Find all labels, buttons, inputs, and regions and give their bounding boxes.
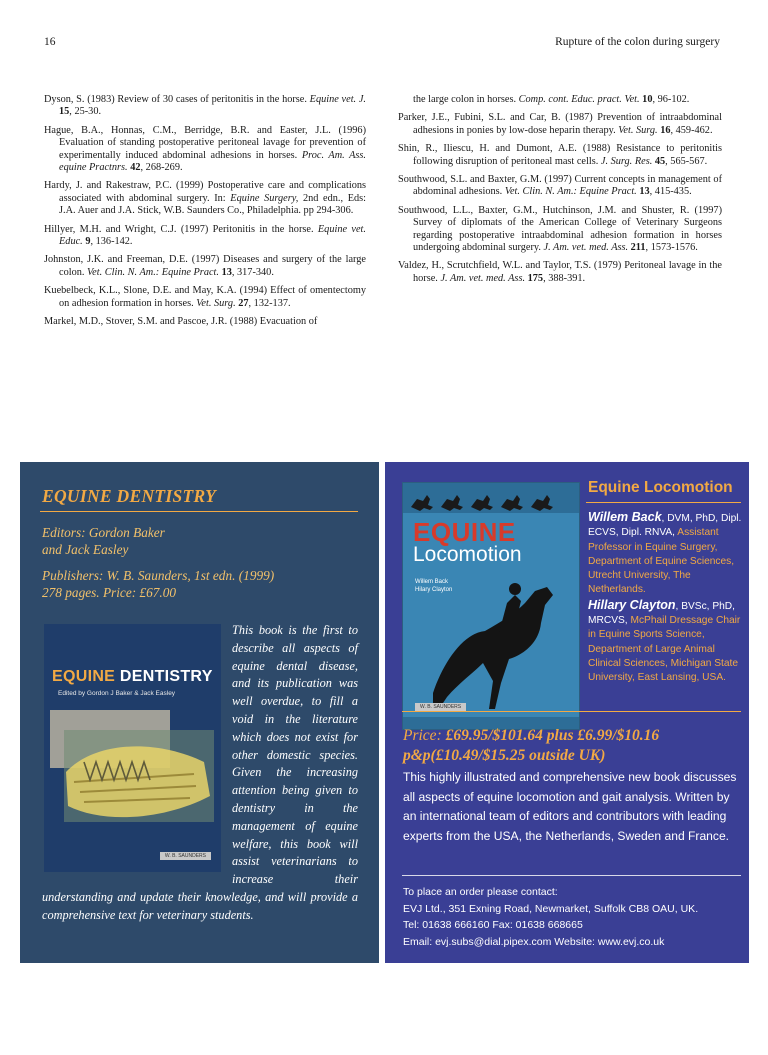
cover-editors: Edited by Gordon J Baker & Jack Easley bbox=[58, 690, 176, 697]
advert-title: EQUINE DENTISTRY bbox=[42, 486, 217, 506]
order-rule bbox=[402, 875, 741, 876]
references-right-column bbox=[398, 94, 722, 291]
order-phone: Tel: 01638 666160 Fax: 01638 668665 bbox=[403, 919, 583, 931]
reference-item: Kuebelbeck, K.L., Slone, D.E. and May, K.A. (1994) Effect of omentectomy on adhesion formation in horses. Vet. Surg. 27, 132-137. bbox=[44, 285, 366, 309]
order-email-website: Email: evj.subs@dial.pipex.com Website: www.evj.co.uk bbox=[403, 935, 665, 948]
cover-publisher: W. B. SAUNDERS bbox=[415, 703, 466, 711]
advert-blurb bbox=[42, 622, 358, 925]
reference-item: Markel, M.D., Stover, S.M. and Pascoe, J.R. (1988) Evacuation of bbox=[44, 316, 318, 328]
references-left-column bbox=[44, 94, 366, 335]
author-bios: Willem Back, DVM, PhD, Dipl. ECVS, Dipl. RNVA, Assistant Professor in Equine Surgery, Department of Equine Sciences, Utrecht University, The Netherlands. Hillary Clayton, BVSc, PhD, MRCVS, McPhail Dressage Chair in Equine Sports Science, Department of Large Animal Clinical Sciences, Michigan State University, East Lansing, USA. bbox=[588, 510, 742, 684]
cover-title: EQUINE DENTISTRY bbox=[52, 668, 213, 685]
running-head: Rupture of the colon during surgery bbox=[555, 36, 720, 48]
editors-line: Editors: Gordon Baker bbox=[42, 525, 165, 540]
book-description: This highly illustrated and comprehensive new book discusses all aspects of equine locomotion and gait analysis. Written by an international team of editors and contributors with leading experts from the USA, the Netherlands, Sweden and France. bbox=[403, 770, 737, 843]
advert-publishers bbox=[42, 568, 372, 601]
reference-item: Shin, R., Iliescu, H. and Dumont, A.E. (1988) Resistance to peritonitis following disruption of peritoneal mast cells. J. Surg. Res. 45, 565-567. bbox=[398, 143, 722, 167]
cover-publisher: W. B. SAUNDERS bbox=[160, 852, 211, 860]
cover-title-equine: EQUINE bbox=[413, 517, 516, 547]
order-address: EVJ Ltd., 351 Exning Road, Newmarket, Suffolk CB8 OAU, UK. bbox=[403, 902, 699, 915]
reference-item: Southwood, S.L. and Baxter, G.M. (1997) Current concepts in management of abdominal adhesions. Vet. Clin. N. Am.: Equine Pract. 13, 415-435. bbox=[398, 174, 722, 198]
reference-item: Parker, J.E., Fubini, S.L. and Car, B. (1987) Prevention of intraabdominal adhesions in ponies by low-dose heparin therapy. Vet. Surg. 16, 459-462. bbox=[398, 112, 722, 136]
cover-authors: Willem Back Hilary Clayton bbox=[415, 579, 453, 593]
reference-item: Dyson, S. (1983) Review of 30 cases of peritonitis in the horse. Equine vet. J. 15, 25-30. bbox=[44, 94, 366, 118]
price-block: Price: £69.95/$101.64 plus £6.99/$10.16 p&p(£10.49/$15.25 outside UK) bbox=[403, 727, 660, 764]
reference-item: the large colon in horses. Comp. cont. Educ. pract. Vet. 10, 96-102. bbox=[413, 94, 690, 105]
blurb-text: This book is the first to describe all aspects of equine dental disease, and its publication was well overdue, to fill a void in the literature which does not exist for other domestic species. Given the increasing attention being given to dentistry in the management of equine welfare, this book will assist veterinarians to increase their understanding and update their knowledge, and will provide a comprehensive text for veterinary students. bbox=[42, 623, 358, 922]
advert-editors bbox=[42, 525, 362, 558]
advert-title: Equine Locomotion bbox=[588, 479, 733, 496]
title-rule bbox=[40, 511, 358, 512]
book-cover-locomotion bbox=[402, 482, 580, 730]
editors-line: and Jack Easley bbox=[42, 541, 129, 557]
price-line: 278 pages. Price: £67.00 bbox=[42, 584, 177, 600]
order-line: To place an order please contact: bbox=[403, 886, 558, 898]
title-rule bbox=[586, 502, 741, 503]
section-rule bbox=[402, 711, 741, 712]
reference-item: Southwood, L.L., Baxter, G.M., Hutchinson, J.M. and Shuster, R. (1997) Survey of diplomats of the American College of Veterinary Surgeons regarding postoperative intraabdominal adhesion formation in horses undergoing abdominal surgery. J. Am. vet. med. Ass. 211, 1573-1576. bbox=[398, 204, 722, 254]
reference-item: Hardy, J. and Rakestraw, P.C. (1999) Postoperative care and complications associated with abdominal surgery. In: Equine Surgery, 2nd edn., Eds: J.A. Auer and J.A. Stick, W.B. Saunders Co., Philadelphia. pp 294-306. bbox=[44, 180, 367, 217]
order-contact bbox=[403, 884, 748, 950]
page-number: 16 bbox=[44, 36, 56, 48]
advert-equine-dentistry bbox=[20, 462, 379, 963]
reference-item: Valdez, H., Scrutchfield, W.L. and Taylor, T.S. (1979) Peritoneal lavage in the horse. J. Am. vet. med. Ass. 175, 388-391. bbox=[398, 260, 722, 284]
reference-item: Hague, B.A., Honnas, C.M., Berridge, B.R. and Easter, J.L. (1996) Evaluation of standing postoperative peritoneal lavage for prevention of experimentally induced abdominal adhesions in horses. Proc. Am. Ass. equine Practnrs. 42, 268-269. bbox=[44, 124, 367, 174]
reference-item: Hillyer, M.H. and Wright, C.J. (1997) Peritonitis in the horse. Equine vet. Educ. 9, 136-142. bbox=[44, 223, 366, 248]
cover-title-locomotion: Locomotion bbox=[413, 543, 522, 566]
publishers-line: Publishers: W. B. Saunders, 1st edn. (1999) bbox=[42, 568, 275, 583]
reference-item: Johnston, J.K. and Freeman, D.E. (1997) Diseases and surgery of the large colon. Vet. Clin. N. Am.: Equine Pract. 13, 317-340. bbox=[44, 254, 366, 278]
advert-equine-locomotion bbox=[385, 462, 749, 963]
